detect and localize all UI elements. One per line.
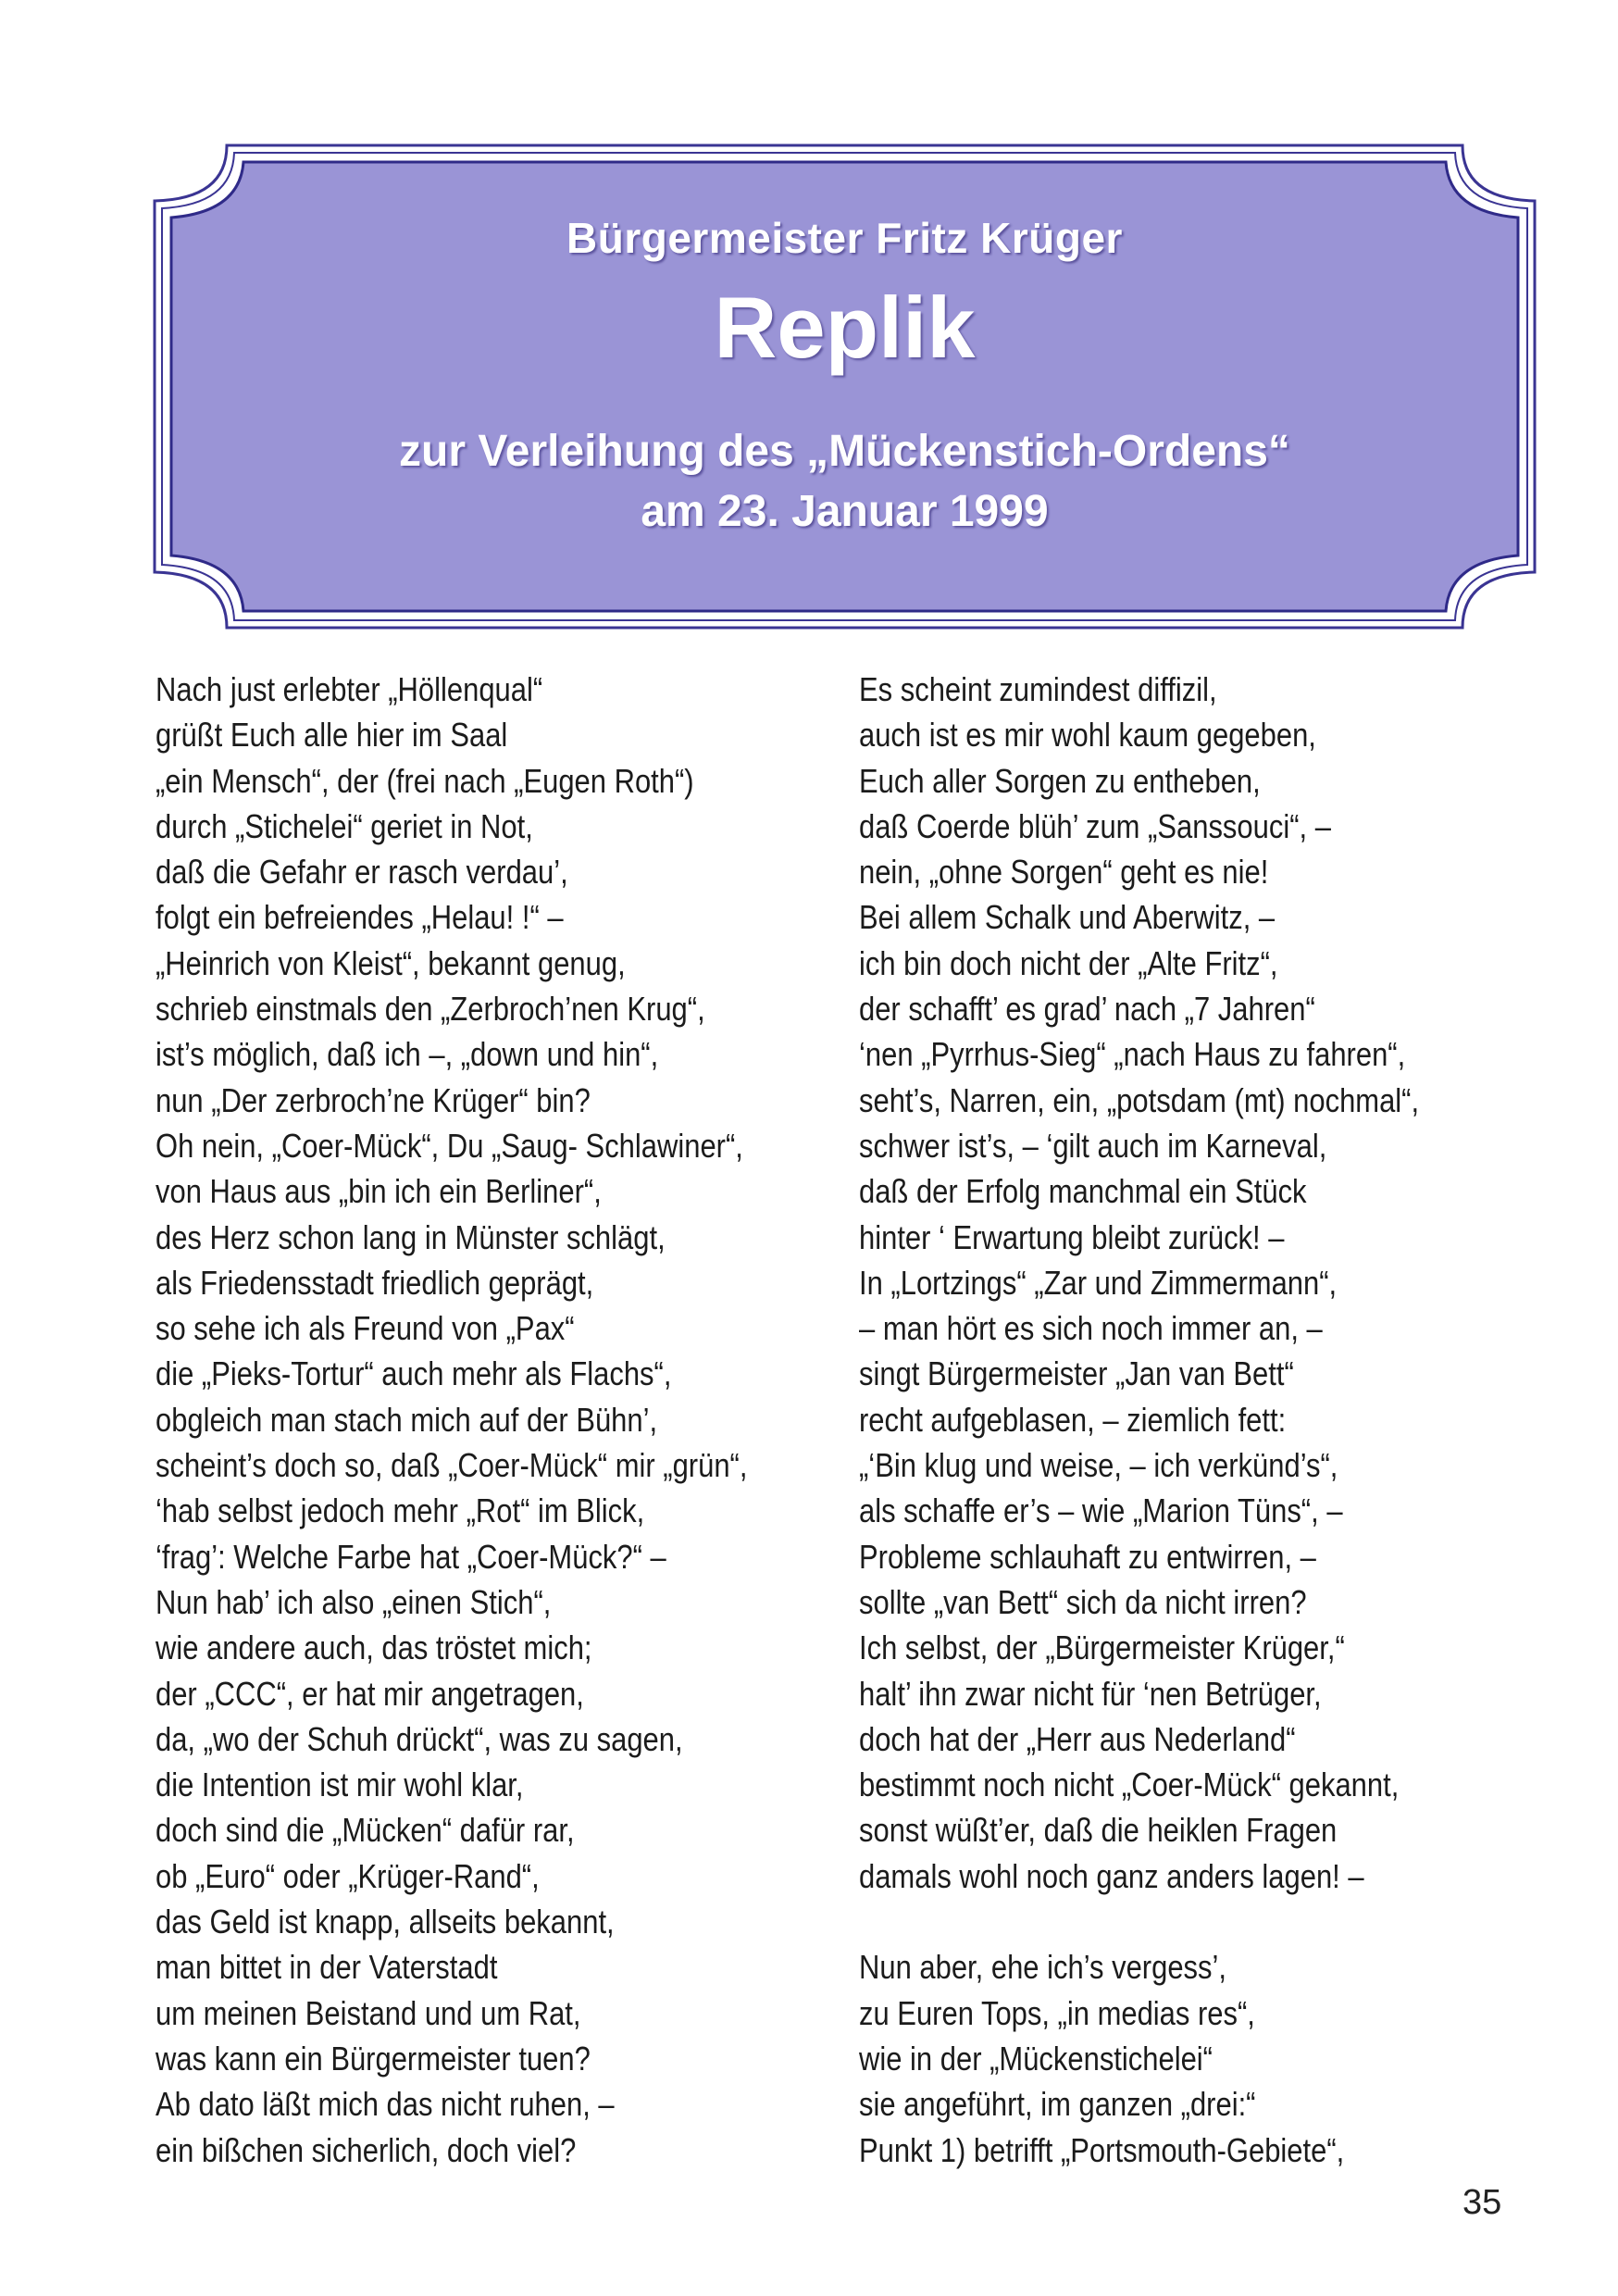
poem-line: nun „Der zerbroch’ne Krüger“ bin? <box>156 1080 591 1119</box>
poem-line: – man hört es sich noch immer an, – <box>859 1309 1323 1348</box>
poem-line: die „Pieks-Tortur“ auch mehr als Flachs“, <box>156 1354 672 1393</box>
banner-subtitle: zur Verleihung des „Mückenstich-Ordens“ <box>399 427 1290 476</box>
poem-line: daß der Erfolg manchmal ein Stück <box>859 1172 1307 1211</box>
banner-kicker: Bürgermeister Fritz Krüger <box>566 214 1123 262</box>
poem-line: so sehe ich als Freund von „Pax“ <box>156 1309 575 1348</box>
stanza-break <box>859 1899 1419 1944</box>
poem-left-column <box>156 667 747 2173</box>
poem-line: doch hat der „Herr aus Nederland“ <box>859 1719 1296 1758</box>
poem-line: „Heinrich von Kleist“, bekannt genug, <box>156 943 626 982</box>
poem-line: Bei allem Schalk und Aberwitz, – <box>859 898 1276 937</box>
poem-line: man bittet in der Vaterstadt <box>156 1948 498 1987</box>
poem-line: auch ist es mir wohl kaum gegeben, <box>859 716 1316 755</box>
banner-title: Replik <box>714 279 976 376</box>
poem-right-column <box>859 667 1419 2173</box>
poem-line: grüßt Euch alle hier im Saal <box>156 716 508 755</box>
poem-line: obgleich man stach mich auf der Bühn’, <box>156 1400 658 1439</box>
poem-line: ‘frag’: Welche Farbe hat „Coer-Mück?“ – <box>156 1537 666 1576</box>
poem-line: ein bißchen sicherlich, doch viel? <box>156 2130 577 2169</box>
poem-line: folgt ein befreiendes „Helau! !“ – <box>156 898 564 937</box>
poem-line: singt Bürgermeister „Jan van Bett“ <box>859 1354 1294 1393</box>
poem-line: Nun hab’ ich also „einen Stich“, <box>156 1582 552 1621</box>
poem-line: da, „wo der Schuh drückt“, was zu sagen, <box>156 1719 683 1758</box>
poem-line: Ab dato läßt mich das nicht ruhen, – <box>156 2085 615 2124</box>
poem-line: Nach just erlebter „Höllenqual“ <box>156 670 543 708</box>
poem-line: wie in der „Mückenstichelei“ <box>859 2039 1213 2078</box>
poem-line: der schafft’ es grad’ nach „7 Jahren“ <box>859 990 1315 1029</box>
title-banner <box>153 144 1537 630</box>
poem-line: durch „Stichelei“ geriet in Not, <box>156 806 533 845</box>
poem-line: nein, „ohne Sorgen“ geht es nie! <box>859 853 1269 892</box>
poem-line: Euch aller Sorgen zu entheben, <box>859 761 1261 800</box>
poem-line: Nun aber, ehe ich’s vergess’, <box>859 1948 1226 1987</box>
poem-line: das Geld ist knapp, allseits bekannt, <box>156 1903 615 1941</box>
poem-line: sollte „van Bett“ sich da nicht irren? <box>859 1582 1307 1621</box>
poem-line: des Herz schon lang in Münster schlägt, <box>156 1217 666 1256</box>
poem-line: seht’s, Narren, ein, „potsdam (mt) nochmal“, <box>859 1080 1420 1119</box>
poem-line: Oh nein, „Coer-Mück“, Du „Saug- Schlawiner“, <box>156 1126 743 1165</box>
poem-line: schrieb einstmals den „Zerbroch’nen Krug“, <box>156 990 705 1029</box>
poem-line: „ein Mensch“, der (frei nach „Eugen Roth“) <box>156 761 694 800</box>
poem-line: ‘nen „Pyrrhus-Sieg“ „nach Haus zu fahren“, <box>859 1035 1406 1074</box>
poem-line: um meinen Beistand und um Rat, <box>156 1993 581 2032</box>
poem-line: Es scheint zumindest diffizil, <box>859 670 1217 708</box>
poem-line: ich bin doch nicht der „Alte Fritz“, <box>859 943 1278 982</box>
poem-line: von Haus aus „bin ich ein Berliner“, <box>156 1172 602 1211</box>
poem-line: ‘hab selbst jedoch mehr „Rot“ im Blick, <box>156 1491 645 1530</box>
poem-line: damals wohl noch ganz anders lagen! – <box>859 1856 1364 1895</box>
poem-line: was kann ein Bürgermeister tuen? <box>156 2039 591 2078</box>
poem-line: Ich selbst, der „Bürgermeister Krüger,“ <box>859 1628 1345 1667</box>
poem-line: daß Coerde blüh’ zum „Sanssouci“, – <box>859 806 1331 845</box>
poem-line: recht aufgeblasen, – ziemlich fett: <box>859 1400 1287 1439</box>
poem-line: halt’ ihn zwar nicht für ‘nen Betrüger, <box>859 1674 1322 1713</box>
poem-line: ist’s möglich, daß ich –, „down und hin“, <box>156 1035 659 1074</box>
banner-date: am 23. Januar 1999 <box>641 487 1049 536</box>
poem-line: doch sind die „Mücken“ dafür rar, <box>156 1811 575 1850</box>
poem-line: zu Euren Tops, „in medias res“, <box>859 1993 1255 2032</box>
poem-line: scheint’s doch so, daß „Coer-Mück“ mir „grün“, <box>156 1446 748 1485</box>
poem-line: als schaffe er’s – wie „Marion Tüns“, – <box>859 1491 1343 1530</box>
poem-line: Punkt 1) betrifft „Portsmouth-Gebiete“, <box>859 2130 1345 2169</box>
page-number: 35 <box>1462 2183 1502 2222</box>
poem-line: hinter ‘ Erwartung bleibt zurück! – <box>859 1217 1285 1256</box>
poem-line: daß die Gefahr er rasch verdau’, <box>156 853 568 892</box>
poem-line: schwer ist’s, – ‘gilt auch im Karneval, <box>859 1126 1327 1165</box>
poem-line: ob „Euro“ oder „Krüger-Rand“, <box>156 1856 540 1895</box>
poem-line: sie angeführt, im ganzen „drei:“ <box>859 2085 1256 2124</box>
poem-line: In „Lortzings“ „Zar und Zimmermann“, <box>859 1263 1338 1302</box>
poem-line: „‘Bin klug und weise, – ich verkünd’s“, <box>859 1446 1338 1485</box>
poem-line: wie andere auch, das tröstet mich; <box>156 1628 592 1667</box>
poem-line: bestimmt noch nicht „Coer-Mück“ gekannt, <box>859 1766 1400 1804</box>
poem-line: als Friedensstadt friedlich geprägt, <box>156 1263 594 1302</box>
poem-line: der „CCC“, er hat mir angetragen, <box>156 1674 584 1713</box>
poem-line: die Intention ist mir wohl klar, <box>156 1766 524 1804</box>
poem-line: Probleme schlauhaft zu entwirren, – <box>859 1537 1316 1576</box>
poem-line: sonst wüßt’er, daß die heiklen Fragen <box>859 1811 1338 1850</box>
